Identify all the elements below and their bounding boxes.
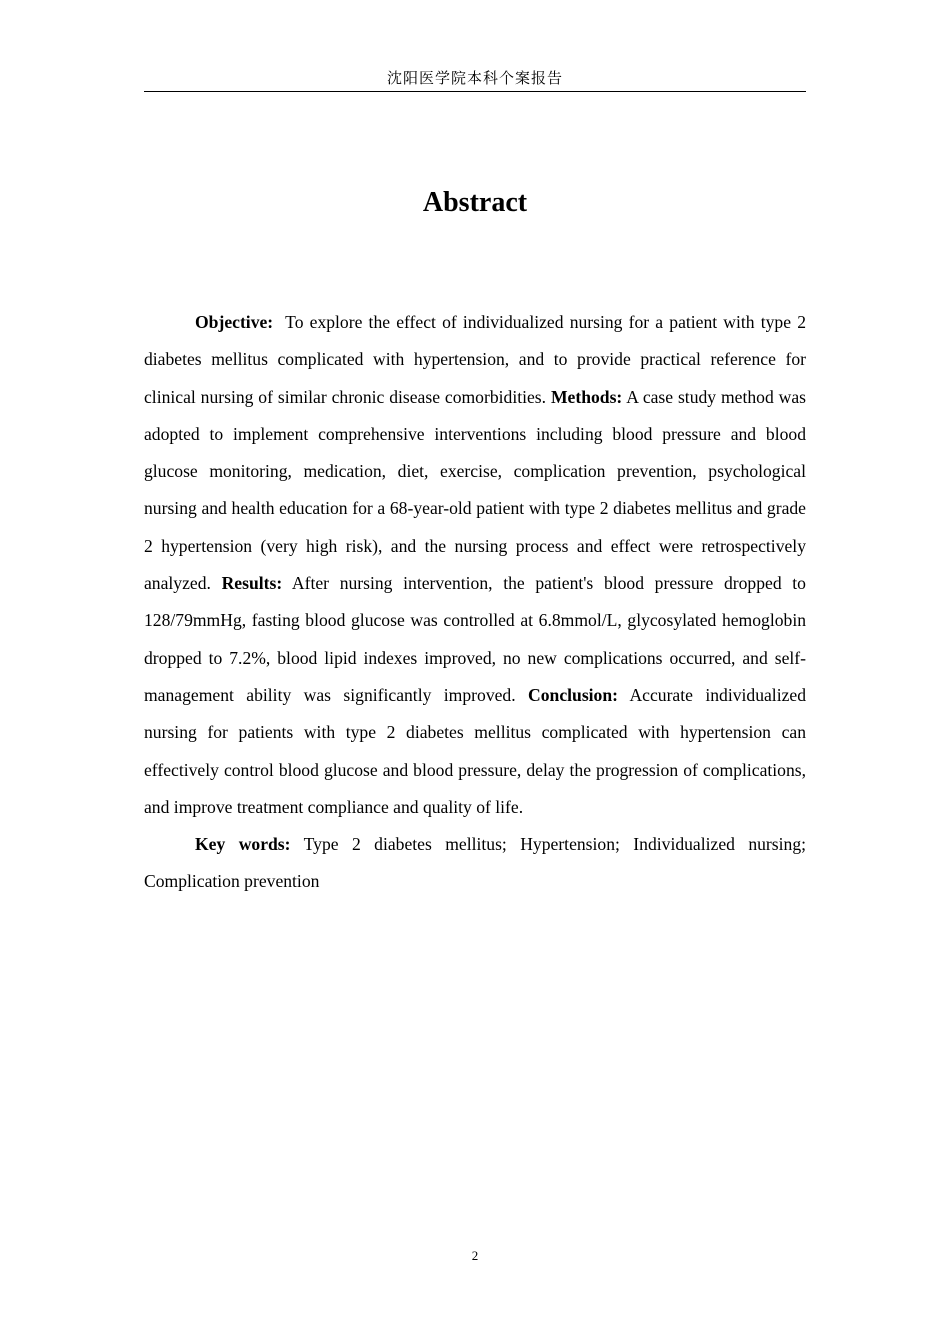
results-label: Results: <box>221 573 283 594</box>
methods-label: Methods: <box>550 386 623 407</box>
abstract-title: Abstract <box>422 187 528 218</box>
running-header: 沈阳医学院本科个案报告 <box>386 69 563 87</box>
conclusion-label: Conclusion: <box>528 684 618 705</box>
keywords-label: Key words: <box>195 834 291 855</box>
header-rule <box>144 91 806 92</box>
methods-text: A case study method was adopted to implement comprehensive interventions including blood pressure and blood glucose monitoring, medication, diet, exercise, complication prevention, psychological nursing and health education for a 68-year-old patient with type 2 diabetes mellitus and grade 2 hypertension (very high risk), and the nursing process and effect were retrospectively analyzed. <box>144 386 806 594</box>
abstract-paragraph <box>144 304 806 826</box>
abstract-body <box>144 304 806 901</box>
objective-label: Objective: <box>195 312 274 332</box>
objective-text: To explore the effect of individualized nursing for a patient with type 2 diabetes mellitus complicated with hypertension, and to provide practical reference for clinical nursing of similar chronic disease comorbidities. <box>144 312 806 407</box>
results-text: After nursing intervention, the patient's blood pressure dropped to 128/79mmHg, fasting blood glucose was controlled at 6.8mmol/L, glycosylated hemoglobin dropped to 7.2%, blood lipid indexes improved, no new complications occurred, and self-management ability was significantly improved. <box>144 573 806 705</box>
page-number: 2 <box>471 1248 479 1263</box>
conclusion-text: Accurate individualized nursing for patients with type 2 diabetes mellitus complicated with hypertension can effectively control blood glucose and blood pressure, delay the progression of complications, and improve treatment compliance and quality of life. <box>144 684 806 817</box>
keywords-paragraph <box>144 826 806 901</box>
keywords-text: Type 2 diabetes mellitus; Hypertension; Individualized nursing; Complication prevention <box>144 834 807 892</box>
